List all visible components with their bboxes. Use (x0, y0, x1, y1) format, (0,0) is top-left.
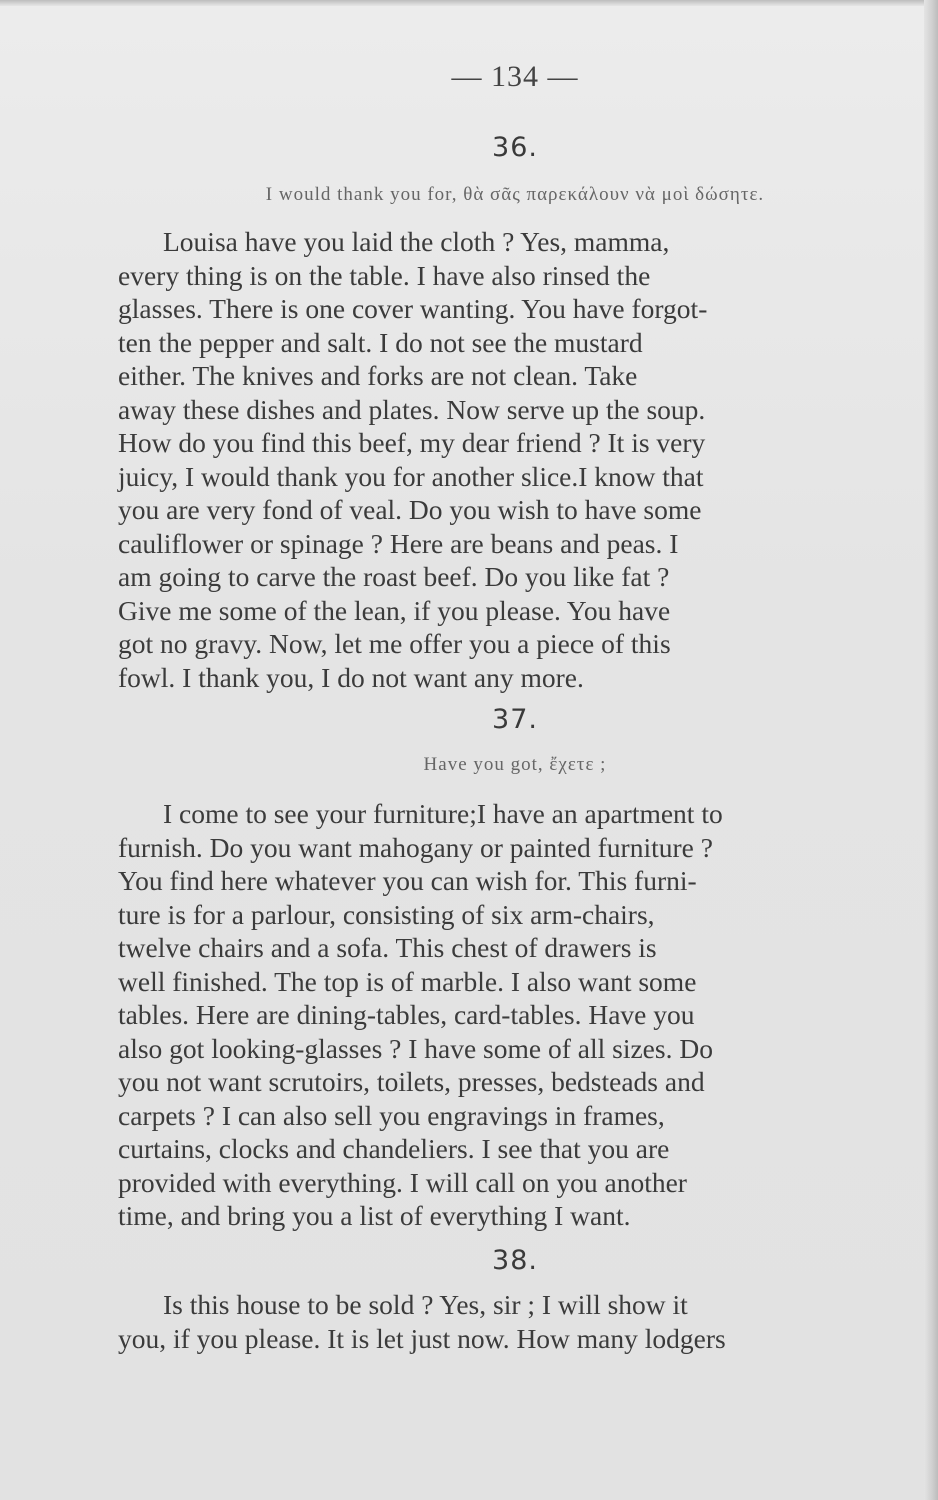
section-number-38: 38. (492, 1245, 538, 1276)
text-line: curtains, clocks and chandeliers. I see that you are (118, 1133, 670, 1164)
text-line: every thing is on the table. I have also rinsed the (118, 259, 651, 291)
section-text-38 (118, 1288, 913, 1355)
text-line: How do you find this beef, my dear friend ? It is very (118, 427, 706, 458)
section-number-36: 36. (492, 132, 538, 163)
text-line: you not want scrutoirs, toilets, presses, bedsteads and (118, 1066, 705, 1097)
text-line: Give me some of the lean, if you please. You have (118, 594, 671, 626)
text-line: furnish. Do you want mahogany or painted furniture ? (118, 831, 713, 863)
text-line: also got looking-glasses ? I have some of all sizes. Do (118, 1032, 713, 1064)
text-line: juicy, I would thank you for another slice.I know that (118, 460, 704, 492)
text-line: cauliflower or spinage ? Here are beans and peas. I (118, 527, 679, 559)
text-line: either. The knives and forks are not clean. Take (118, 360, 638, 391)
section-subtitle-37: Have you got, ἔχετε ; (423, 754, 607, 775)
section-number-37: 37. (492, 704, 538, 735)
text-line: you are very fond of veal. Do you wish to have some (118, 494, 702, 525)
page-top-edge (0, 0, 938, 6)
text-line: time, and bring you a list of everything I want. (118, 1200, 631, 1231)
text-line: provided with everything. I will call on you another (118, 1166, 687, 1198)
section-subtitle-36: I would thank you for, θὰ σᾶς παρεκάλουν νὰ μοὶ δώσητε. (265, 184, 765, 205)
text-line: Is this house to be sold ? Yes, sir ; I will show it (163, 1289, 688, 1320)
text-line: glasses. There is one cover wanting. You have forgot- (118, 293, 708, 324)
text-line: ture is for a parlour, consisting of six arm-chairs, (118, 898, 655, 930)
text-line: I come to see your furniture;I have an apartment to (163, 798, 723, 829)
text-line: ten the pepper and salt. I do not see the mustard (118, 326, 643, 358)
text-line: carpets ? I can also sell you engravings in frames, (118, 1099, 665, 1131)
text-line: You find here whatever you can wish for. This furni- (118, 865, 697, 896)
text-line: got no gravy. Now, let me offer you a piece of this (118, 628, 671, 659)
section-text-37 (118, 797, 913, 1233)
text-line: you, if you please. It is let just now. How many lodgers (118, 1322, 726, 1354)
section-text-36 (118, 225, 913, 694)
text-line: twelve chairs and a sofa. This chest of drawers is (118, 932, 657, 963)
text-line: am going to carve the roast beef. Do you like fat ? (118, 561, 670, 592)
text-line: tables. Here are dining-tables, card-tables. Have you (118, 999, 695, 1030)
text-line: well finished. The top is of marble. I also want some (118, 965, 697, 997)
text-line: fowl. I thank you, I do not want any more. (118, 661, 584, 693)
page-number: — 134 — (451, 60, 579, 93)
text-line: away these dishes and plates. Now serve up the soup. (118, 393, 706, 425)
text-line: Louisa have you laid the cloth ? Yes, mamma, (163, 226, 670, 257)
